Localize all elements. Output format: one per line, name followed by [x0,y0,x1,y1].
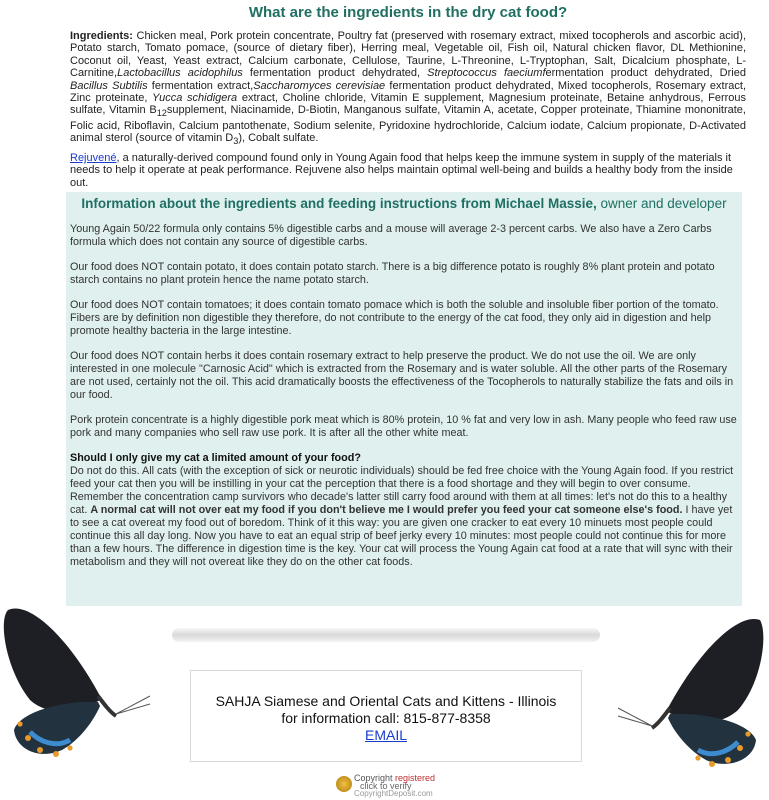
contact-business: SAHJA Siamese and Oriental Cats and Kittens - Illinois [215,693,557,709]
ingredients-text-3: ermentation product dehydrated, Dried [545,67,746,80]
copyright-site: CopyrightDeposit.com [354,789,433,798]
ingredients-text-6: extract, Choline chloride, Vitamin E supplement, Magnesium proteinate, Betaine anhydrous, Ferrous sulfate, Vitamin B [70,92,747,117]
butterfly-right-image [578,612,769,772]
info-answer-1: Do not do this. All cats (with the exception of sick or neurotic individuals) should be fed free choice with the Young Again food. If you restrict feed your cat then you will be instilling in your cat the perception that there is a food shortage and they will begin to over consume. Remember the concentration camp survivors who decade's latter still carry food around with them at all times: let's not do this to a healthy cat. [70,465,734,516]
copyright-verify: click to verify [360,781,412,791]
info-paragraph-rosemary: Our food does NOT contain herbs it does contain rosemary extract to help preserve the product. We do not use the oil. We are only interested in one molecule "Carnosic Acid" which is extracted from the Rosemary and is water soluble. All the other parts of the Rosemary are not used, certainly not the oil. This acid dramatically boosts the effectiveness of the Tocopherols to naturally stabilize the fats and oils in our food. [70,350,734,401]
ingredients-text-8: ), Cobalt sulfate. [238,132,319,145]
ingredients-label: Ingredients: [70,30,133,42]
info-paragraph-carbs: Young Again 50/22 formula only contains 5% digestible carbs and a mouse will average 2-3 percent carbs. We also have a Zero Carbs formula which does not contain any source of digestible carbs. [70,223,712,248]
ingredients-text-1: Chicken meal, Pork protein concentrate, Poultry fat (preserved with rosemary extract, mixed tocopherols and ascorbic acid), Potato starch, Tomato pomace, (source of dietary fiber), Herring meal, Vegetable oil, Fish oil, Natural chicken flavor, DL Methionine, Coconut oil, Yeast, Yeast extract, Calcium carbonate, Cellulose, Taurine, L-Threonine, L-Tryptophan, Salt, Dicalcium phosphate, L-Carnitine, [70,30,746,80]
ingredients-sub-1: 12 [156,108,167,119]
butterfly-left-image [0,600,190,770]
info-title-owner: owner and developer [596,196,727,211]
ingredients-italic-5: Yucca schidigera [152,92,238,105]
ingredients-italic-1: Lactobacillus acidophilus [117,67,243,80]
rejuvene-text: , a naturally-derived compound found only in Young Again food that helps keep the immune system in supply of the materials it needs to help it operate at peak performance. Rejuvene also helps maintain optimal well-being and builds a healthy body from the inside out. [70,152,733,189]
info-question: Should I only give my cat a limited amount of your food? [70,452,361,464]
ingredients-italic-4: Saccharomyces cerevisiae [253,79,386,92]
page-heading: What are the ingredients in the dry cat food? [248,4,568,21]
ingredients-text-7: supplement, Niacinamide, D-Biotin, Manganous sulfate, Vitamin A, acetate, Copper proteinate, Thiamine mononitrate, Folic acid, Riboflavin, Calcium pantothenate, Sodium selenite, Pyridoxine hydrochloride, Calcium iodate, Calcium propionate, D-Activated animal sterol (source of vitamin D [70,104,746,145]
info-title-main: Information about the ingredients and feeding instructions from Michael Massie, [81,196,597,211]
info-answer-2: I have yet to see a cat overeat my food out of boredom. Think of it this way: you are given one cracker to eat every 10 minuets most people could continue this all day long. Now you have to eat an equal strip of beef jerky every 10 minutes: most people could not continue this for more than a few hours. The difference in digestion time is the key. Your cat will process the Young Again cat food at a rate that will sync with their metabolism and they will not overeat like they do on the other cat foods. [70,504,733,568]
info-paragraph-tomato: Our food does NOT contain tomatoes; it does contain tomato pomace which is both the soluble and insoluble fiber portion of the tomato. Fibers are by definition non digestible they therefore, do not contribute to the energy of the cat food, they only aid in digestion and help promote healthy bacteria in the large intestine. [70,299,719,337]
copyright-badge[interactable] [336,772,446,798]
ingredients-text-2: fermentation product dehydrated, [242,67,428,80]
decorative-divider [172,628,600,642]
contact-phone: for information call: 815-877-8358 [281,710,491,726]
info-answer-bold: A normal cat will not over eat my food if you don't believe me I would prefer you feed your cat someone else's food. [90,504,683,516]
info-answer [70,465,738,569]
copyright-seal-icon [336,776,352,792]
copyright-word: Copyright [354,773,396,783]
info-box [66,192,742,606]
rejuvene-link[interactable]: Rejuvené [70,152,117,164]
ingredients-paragraph [70,30,746,148]
info-title [70,196,738,211]
rejuvene-paragraph [70,152,746,189]
ingredients-sub-2: 3 [233,136,239,147]
ingredients-italic-2: Streptococcus faeciumf [427,67,546,80]
contact-box [190,670,582,762]
email-link[interactable]: EMAIL [364,727,407,743]
info-paragraph-potato: Our food does NOT contain potato, it does contain potato starch. There is a big difference potato is roughly 8% plant protein and potato starch contains no plant protein hence the name potato starch. [70,261,715,286]
ingredients-text-4: fermentation extract, [147,79,254,92]
ingredients-italic-3: Bacillus Subtilis [70,79,148,92]
ingredients-text-5: fermentation product dehydrated, Mixed tocopherols, Rosemary extract, Zinc proteinate, [70,79,746,105]
info-paragraph-pork: Pork protein concentrate is a highly digestible pork meat which is 80% protein, 10 % fat and very low in ash. Many people who feed raw use pork and many companies who sell raw use pork. It is after all the other white meat. [70,414,737,439]
copyright-registered: registered [395,773,436,783]
